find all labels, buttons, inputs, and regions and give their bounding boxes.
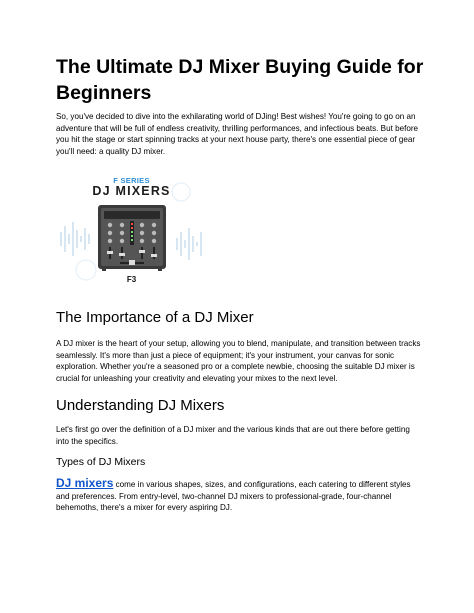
section-heading-understanding: Understanding DJ Mixers bbox=[56, 397, 225, 414]
document-title: The Ultimate DJ Mixer Buying Guide for Beginners bbox=[56, 56, 424, 104]
dj-mixers-link[interactable]: DJ mixers bbox=[56, 476, 114, 490]
product-image bbox=[56, 162, 207, 293]
model-label: F3 bbox=[126, 275, 137, 284]
series-label: F SERIES bbox=[113, 176, 150, 185]
types-paragraph bbox=[56, 478, 424, 514]
importance-paragraph: A DJ mixer is the heart of your setup, allowing you to blend, manipulate, and transition between tracks seamlessly. It's more than just a piece of equipment; it's your instrument, your canvas for sonic exploration. Whether you're a seasoned pro or a complete newbie, choosing the suitable DJ mixer is crucial for unleashing your creativity and elevating your mixes to the next level. bbox=[56, 339, 421, 383]
section-heading-importance: The Importance of a DJ Mixer bbox=[56, 309, 254, 326]
intro-paragraph: So, you've decided to dive into the exhilarating world of DJing! Best wishes! You're going to go on an adventure that will be full of endless creativity, thrilling performances, and infectious beats. But before you hit the stage or start spinning tracks at your next house party, there's one essential piece of gear you'll need: a quality DJ mixer. bbox=[56, 112, 419, 156]
subheading-types: Types of DJ Mixers bbox=[56, 456, 146, 468]
understanding-paragraph: Let's first go over the definition of a DJ mixer and the various kinds that are out there before getting into the specifics. bbox=[56, 425, 410, 446]
dj-mixer-icon bbox=[96, 203, 168, 273]
types-paragraph-text: come in various shapes, sizes, and configurations, each catering to different styles and preferences. From entry-level, two-channel DJ mixers to professional-grade, four-channel behemoths, there's a mixer for every aspiring DJ. bbox=[56, 480, 411, 513]
product-label: DJ MIXERS bbox=[92, 184, 171, 198]
